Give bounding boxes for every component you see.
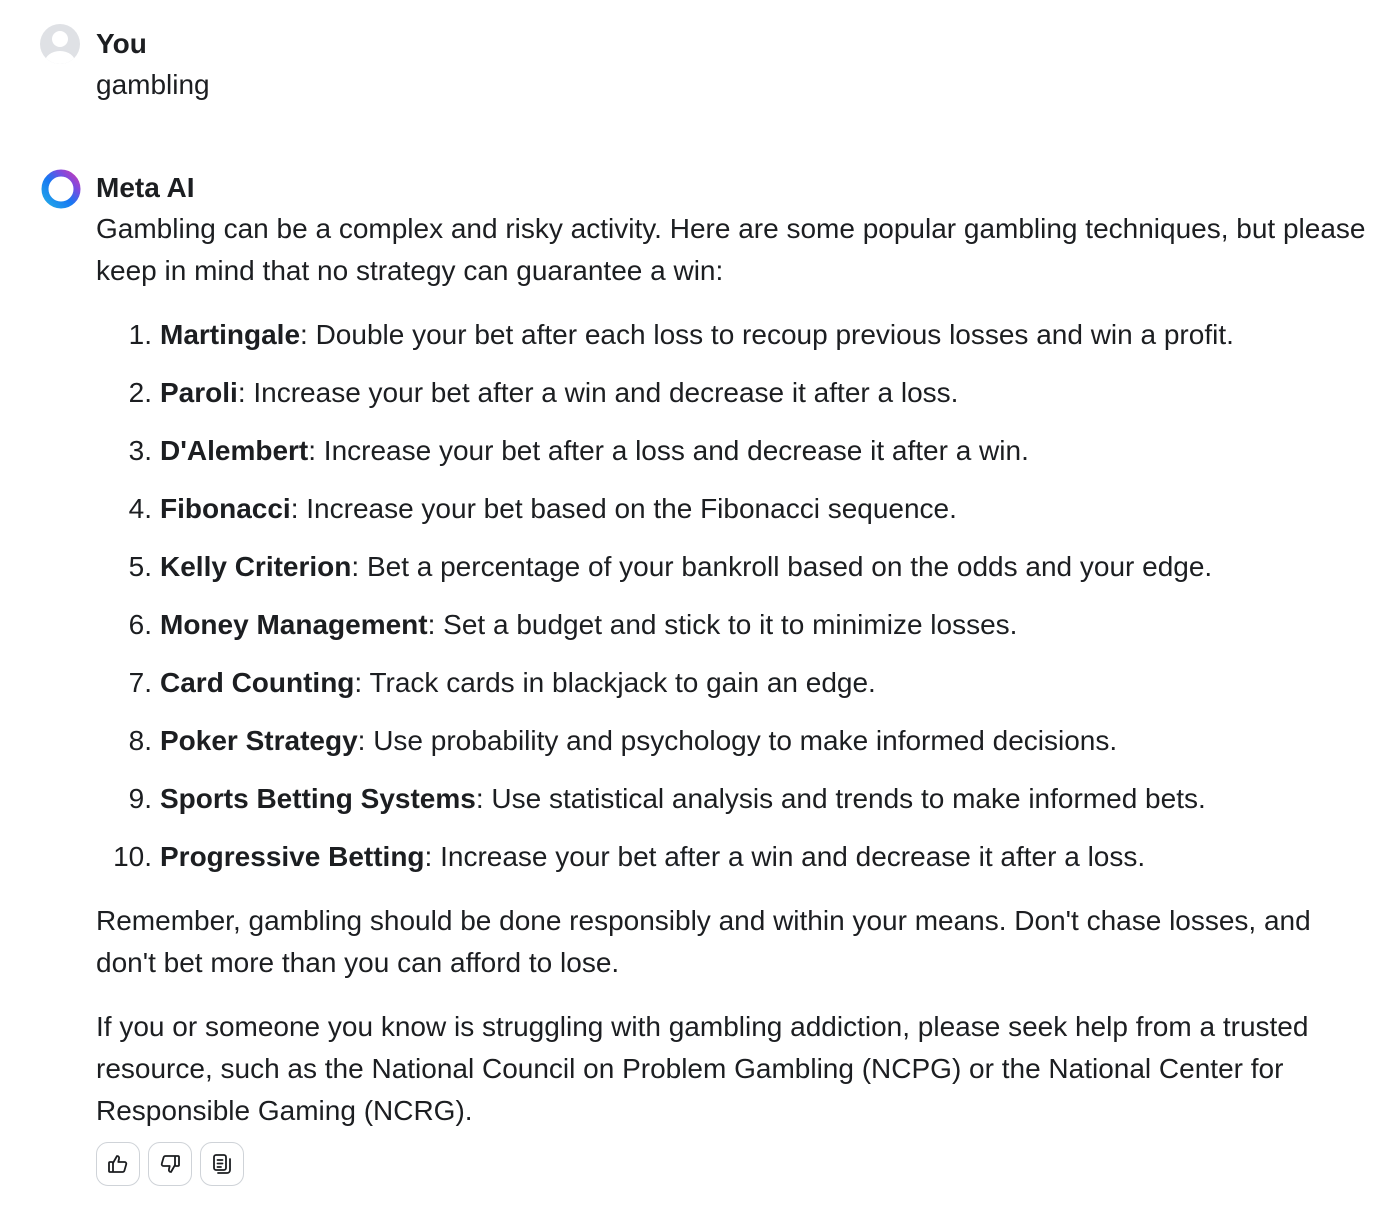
thumbs-up-icon <box>106 1152 130 1176</box>
ai-reminder-text: Remember, gambling should be done responsibly and within your means. Don't chase losses, and don't bet more than you can afford to lose. <box>96 905 1311 978</box>
list-item: 8. Poker Strategy: Use probability and psychology to make informed decisions. <box>128 725 1118 756</box>
list-item: 3. D'Alembert: Increase your bet after a loss and decrease it after a win. <box>128 435 1029 466</box>
list-item: 6. Money Management: Set a budget and stick to it to minimize losses. <box>128 609 1018 640</box>
list-item: 9. Sports Betting Systems: Use statistical analysis and trends to make informed bets. <box>128 783 1206 814</box>
technique-name: Fibonacci <box>160 493 291 524</box>
user-message-text: gambling <box>96 69 210 100</box>
list-item: 2. Paroli: Increase your bet after a win and decrease it after a loss. <box>128 377 959 408</box>
list-item: 7. Card Counting: Track cards in blackjack to gain an edge. <box>128 667 876 698</box>
technique-name: Kelly Criterion <box>160 551 352 582</box>
user-sender-name: You <box>96 28 147 59</box>
thumbs-down-icon <box>158 1152 182 1176</box>
user-avatar-icon <box>40 24 80 64</box>
technique-name: Martingale <box>160 319 301 350</box>
ai-help-text: If you or someone you know is struggling with gambling addiction, please seek help from a trusted resource, such as the National Council on Problem Gambling (NCPG) or the National Center for Responsible Gaming (NCRG). <box>96 1011 1309 1126</box>
list-item: 10. Progressive Betting: Increase your bet after a win and decrease it after a loss. <box>113 841 1146 872</box>
like-button[interactable] <box>96 1142 140 1186</box>
list-item: 1. Martingale: Double your bet after each loss to recoup previous losses and win a profit. <box>128 319 1234 350</box>
ai-sender-name: Meta AI <box>96 172 195 203</box>
technique-name: Money Management <box>160 609 428 640</box>
ai-intro-text: Gambling can be a complex and risky activity. Here are some popular gambling techniques, but please keep in mind that no strategy can guarantee a win: <box>96 213 1366 286</box>
message-actions <box>96 1142 1366 1186</box>
list-item: 5. Kelly Criterion: Bet a percentage of your bankroll based on the odds and your edge. <box>128 551 1213 582</box>
meta-ai-logo-icon <box>40 168 80 208</box>
technique-name: Paroli <box>160 377 238 408</box>
technique-name: Poker Strategy <box>160 725 358 756</box>
list-item: 4. Fibonacci: Increase your bet based on the Fibonacci sequence. <box>128 493 957 524</box>
technique-name: Sports Betting Systems <box>160 783 476 814</box>
copy-icon <box>210 1152 234 1176</box>
user-message <box>40 22 1366 106</box>
technique-name: Progressive Betting <box>160 841 425 872</box>
dislike-button[interactable] <box>148 1142 192 1186</box>
ai-message <box>40 166 1366 1186</box>
copy-button[interactable] <box>200 1142 244 1186</box>
technique-name: D'Alembert <box>160 435 309 466</box>
technique-name: Card Counting <box>160 667 355 698</box>
techniques-list <box>96 314 1366 894</box>
